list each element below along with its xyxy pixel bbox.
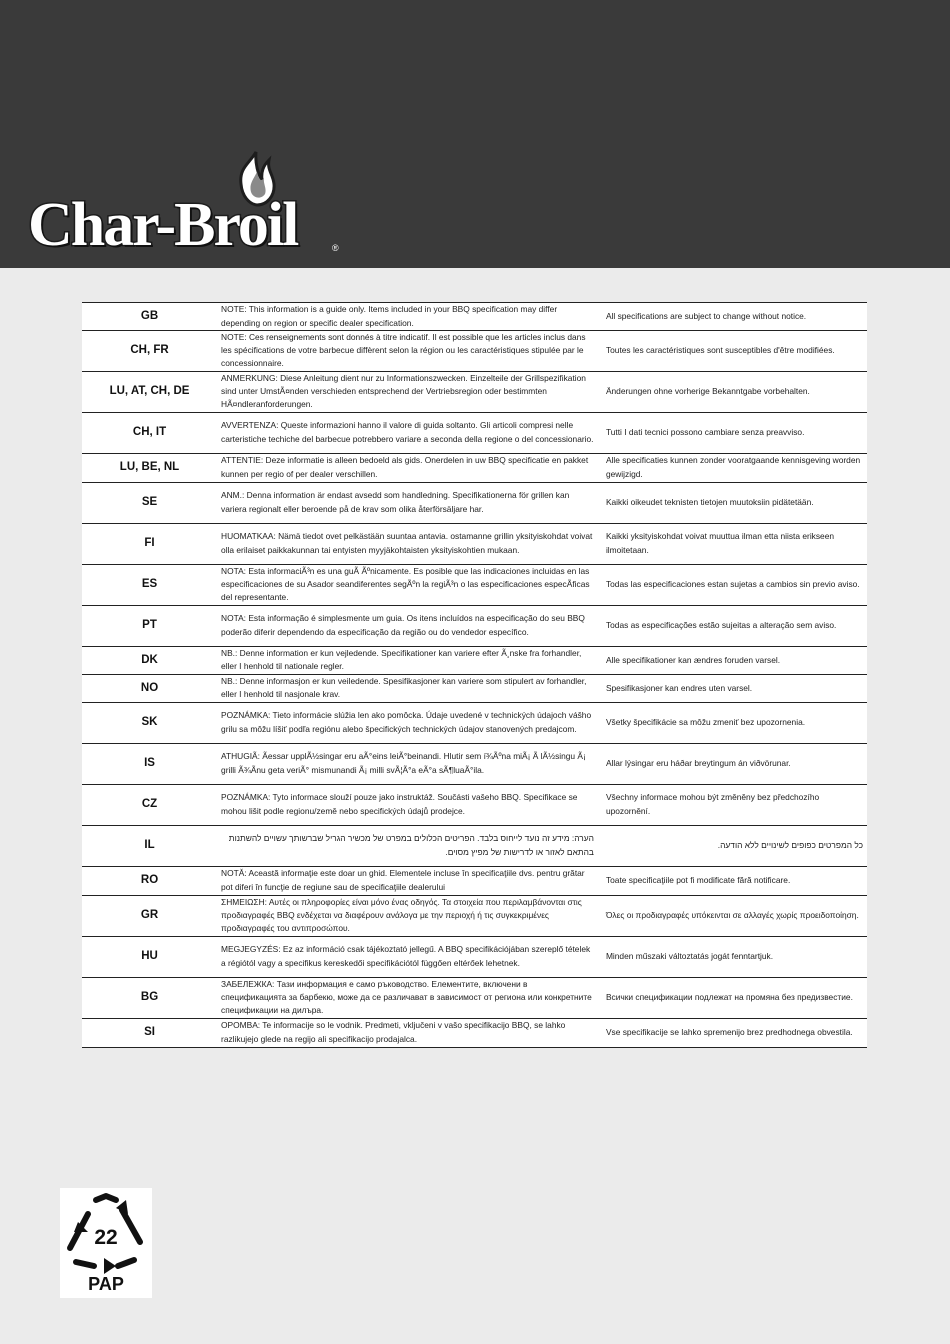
registered-mark: ® bbox=[332, 243, 339, 253]
disclaimer-note: POZNÁMKA: Tyto informace slouží pouze jako instruktáž. Součásti vašeho BBQ. Specifikace se mohou lišit podle regionu/země nebo specifických údajů prodejce. bbox=[217, 784, 598, 825]
table-row bbox=[82, 702, 867, 743]
country-code: IS bbox=[82, 743, 217, 784]
country-code: CZ bbox=[82, 784, 217, 825]
table-row bbox=[82, 674, 867, 702]
specification-notice: Tutti I dati tecnici possono cambiare senza preavviso. bbox=[598, 412, 867, 453]
table-row bbox=[82, 482, 867, 523]
specification-notice: Vse specifikacije se lahko spremenijo brez predhodnega obvestila. bbox=[598, 1018, 867, 1047]
table-row bbox=[82, 453, 867, 482]
country-code: FI bbox=[82, 523, 217, 564]
logo-text: Char-Broil bbox=[28, 191, 298, 259]
specification-notice: Alle specifikationer kan ændres foruden varsel. bbox=[598, 646, 867, 674]
table-row bbox=[82, 331, 867, 372]
specification-notice: Alle specificaties kunnen zonder vooratgaande kennisgeving worden gewijzigd. bbox=[598, 453, 867, 482]
specification-notice: Allar lýsingar eru háðar breytingum án viðvörunar. bbox=[598, 743, 867, 784]
specification-notice: Kaikki oikeudet teknisten tietojen muutoksiin pidätetään. bbox=[598, 482, 867, 523]
specification-notice: Όλες οι προδιαγραφές υπόκεινται σε αλλαγές χωρίς προειδοποίηση. bbox=[598, 895, 867, 936]
specification-notice: Todas as especificações estão sujeitas a alteração sem aviso. bbox=[598, 605, 867, 646]
disclaimer-note: ANMERKUNG: Diese Anleitung dient nur zu Informationszwecken. Einzelteile der Grillspezifikation sind unter UmstÃ¤nden verschieden entsprechend der Vertriebsregion oder bestimmten HÃ¤ndleranforderungen. bbox=[217, 371, 598, 412]
table-row bbox=[82, 646, 867, 674]
country-code: ES bbox=[82, 564, 217, 605]
table-row bbox=[82, 825, 867, 866]
table-row bbox=[82, 936, 867, 977]
specification-notice: Toate specificaţiile pot fi modificate fără notificare. bbox=[598, 866, 867, 895]
country-code: LU, AT, CH, DE bbox=[82, 371, 217, 412]
country-code: PT bbox=[82, 605, 217, 646]
specification-notice: כל המפרטים כפופים לשינויים ללא הודעה. bbox=[598, 825, 867, 866]
specification-notice: Spesifikasjoner kan endres uten varsel. bbox=[598, 674, 867, 702]
specification-notice: Všechny informace mohou být změněny bez předchozího upozornění. bbox=[598, 784, 867, 825]
table-row bbox=[82, 866, 867, 895]
specification-notice: Všetky špecifikácie sa môžu zmeniť bez upozornenia. bbox=[598, 702, 867, 743]
country-code: GB bbox=[82, 303, 217, 331]
disclaimer-note: ΣΗΜΕΙΩΣΗ: Αυτές οι πληροφορίες είναι μόνο ένας οδηγός. Τα στοιχεία που περιλαμβάνονται στις προδιαγραφές BBQ ενδέχεται να διαφέρουν ανάλογα με την περιοχή ή τις συγκεκριμένες προδιαγραφές του αντιπροσώπου. bbox=[217, 895, 598, 936]
specification-notice: Änderungen ohne vorherige Bekanntgabe vorbehalten. bbox=[598, 371, 867, 412]
country-code: GR bbox=[82, 895, 217, 936]
country-code: IL bbox=[82, 825, 217, 866]
disclaimer-table bbox=[82, 302, 867, 1048]
table-row bbox=[82, 303, 867, 331]
disclaimer-note: NOTĂ: Această informaţie este doar un ghid. Elementele incluse în specificaţiile dvs. pentru grătar pot diferi în funcţie de regiune sau de specificaţiile dealerului bbox=[217, 866, 598, 895]
disclaimer-note: NOTA: Esta informaciÃ³n es una guÃ Ãºnicamente. Es posible que las indicaciones incluidas en las especificaciones de su Asador seandiferentes segÃºn la regiÃ³n o las especificaciones especÃficas del representante. bbox=[217, 564, 598, 605]
table-row bbox=[82, 977, 867, 1018]
disclaimer-note: NB.: Denne information er kun vejledende. Specifikationer kan variere efter Ã¸nske fra forhandler, eller I henhold til nationale regler. bbox=[217, 646, 598, 674]
table-row bbox=[82, 605, 867, 646]
table-row bbox=[82, 371, 867, 412]
disclaimer-note: ANM.: Denna information är endast avsedd som handledning. Specifikationerna för grillen kan variera regionalt eller beroende på de krav som olika återförsäljare har. bbox=[217, 482, 598, 523]
table-row bbox=[82, 784, 867, 825]
country-code: CH, FR bbox=[82, 331, 217, 372]
country-code: RO bbox=[82, 866, 217, 895]
country-code: LU, BE, NL bbox=[82, 453, 217, 482]
country-code: DK bbox=[82, 646, 217, 674]
disclaimer-note: AVVERTENZA: Queste informazioni hanno il valore di guida soltanto. Gli articoli compresi nelle carteristiche techiche del barbecue potrebbero variare a seconda della regione o del concessionario. bbox=[217, 412, 598, 453]
disclaimer-note: NB.: Denne informasjon er kun veiledende. Spesifikasjoner kan variere som stipulert av forhandler, eller I henhold til nasjonale krav. bbox=[217, 674, 598, 702]
header-banner bbox=[0, 0, 950, 268]
recycle-number: 22 bbox=[94, 1226, 118, 1249]
country-code: BG bbox=[82, 977, 217, 1018]
country-code: NO bbox=[82, 674, 217, 702]
disclaimer-note: NOTA: Esta informação é simplesmente um guia. Os itens incluídos na especificação do seu BBQ poderão diferir dependendo da especificação da região ou do vendedor específico. bbox=[217, 605, 598, 646]
table-row bbox=[82, 1018, 867, 1047]
disclaimer-note: POZNÁMKA: Tieto informácie slúžia len ako pomôcka. Údaje uvedené v technických údajoch vášho grilu sa môžu líšiť podľa regiónu alebo špecifických technických údajov stanovených predajcom. bbox=[217, 702, 598, 743]
table-row bbox=[82, 523, 867, 564]
specification-notice: Todas las especificaciones estan sujetas a cambios sin previo aviso. bbox=[598, 564, 867, 605]
disclaimer-note: ЗАБЕЛЕЖКА: Тази информация е само ръководство. Елементите, включени в спецификацията за барбекю, може да се различават в зависимост от региона или конкретните спецификации на дилъра. bbox=[217, 977, 598, 1018]
specification-notice: Toutes les caractéristiques sont susceptibles d'être modifiées. bbox=[598, 331, 867, 372]
specification-notice: Kaikki yksityiskohdat voivat muuttua ilman etta niista erikseen ilmoitetaan. bbox=[598, 523, 867, 564]
table-row bbox=[82, 743, 867, 784]
country-code: SI bbox=[82, 1018, 217, 1047]
recycle-label: PAP bbox=[88, 1274, 124, 1294]
country-code: HU bbox=[82, 936, 217, 977]
country-code: CH, IT bbox=[82, 412, 217, 453]
disclaimer-note: הערה: מידע זה נועד לייחוס בלבד. הפריטים הכלולים במפרט של מכשיר הגריל שברשותך עשויים להשתנות בהתאם לאזור או לדרישות של מפיץ מסוים. bbox=[217, 825, 598, 866]
specification-notice: Всички спецификации подлежат на промяна без предизвестие. bbox=[598, 977, 867, 1018]
specification-notice: Minden műszaki változtatás jogát fenntartjuk. bbox=[598, 936, 867, 977]
disclaimer-note: NOTE: Ces renseignements sont donnés à titre indicatif. Il est possible que les articles inclus dans les spécifications de votre barbecue diffèrent selon la région ou les caractéristiques stipulée par le concessionnaire. bbox=[217, 331, 598, 372]
table-row bbox=[82, 412, 867, 453]
disclaimer-note: ATTENTIE: Deze informatie is alleen bedoeld als gids. Onerdelen in uw BBQ specificatie en pakket kunnen per regio of per dealer verschillen. bbox=[217, 453, 598, 482]
disclaimer-note: MEGJEGYZÉS: Ez az információ csak tájékoztató jellegű. A BBQ specifikációjában szereplő tételek a régiótól vagy a specifikus kereskedői specifikációtól függően eltérőek lehetnek. bbox=[217, 936, 598, 977]
specification-notice: All specifications are subject to change without notice. bbox=[598, 303, 867, 331]
disclaimer-note: HUOMATKAA: Nämä tiedot ovet pelkästään suuntaa antavia. ostamanne grillin yksityiskohdat voivat olla erilaiset paikkakunnan tai entyisten myyjäkohtaisten yksityiskohtien mukaan. bbox=[217, 523, 598, 564]
table-row bbox=[82, 564, 867, 605]
recycling-symbol bbox=[60, 1188, 152, 1298]
country-code: SE bbox=[82, 482, 217, 523]
country-code: SK bbox=[82, 702, 217, 743]
disclaimer-note: OPOMBA: Te informacije so le vodnik. Predmeti, vključeni v vašo specifikacijo BBQ, se lahko razlikujejo glede na regijo ali specifikacijo prodajalca. bbox=[217, 1018, 598, 1047]
disclaimer-note: NOTE: This information is a guide only. Items included in your BBQ specification may differ depending on region or specific dealer specification. bbox=[217, 303, 598, 331]
disclaimer-note: ATHUGIÃ: Ãessar upplÃ½singar eru aÃ°eins leiÃ°beinandi. Hlutir sem í¾Ãºna miÃ¡ Ã lÃ½singu Ã¡ grilli Ã¾Ãnu geta veriÃ° mismunandi Ã¡ milli svÃ¦Ã°a eÃ°a sÃ¶luaÃ°ila. bbox=[217, 743, 598, 784]
char-broil-logo bbox=[28, 150, 348, 260]
table-row bbox=[82, 895, 867, 936]
